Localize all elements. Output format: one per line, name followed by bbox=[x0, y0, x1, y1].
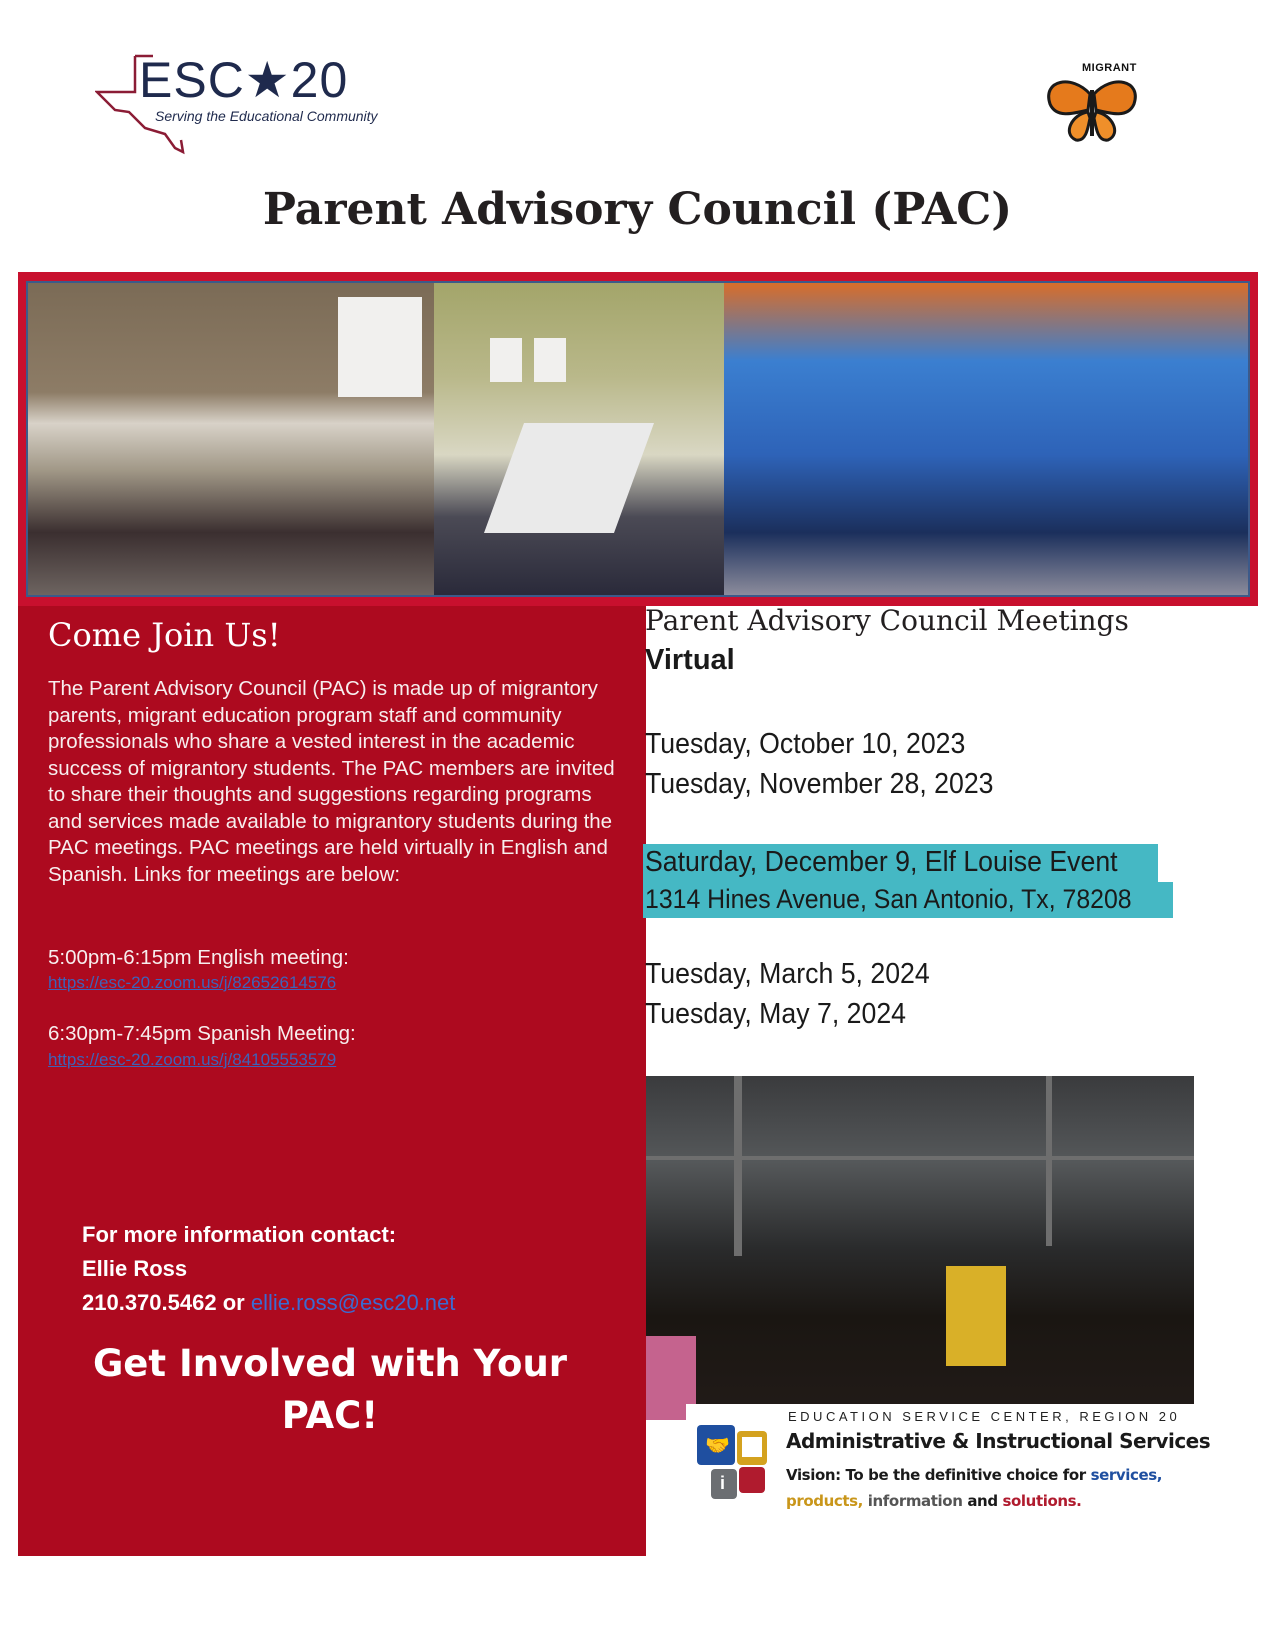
meetings-heading: Parent Advisory Council Meetings bbox=[645, 604, 1129, 637]
vision-prefix: Vision: To be the definitive choice for bbox=[786, 1466, 1086, 1484]
english-meeting-link[interactable]: https://esc-20.zoom.us/j/82652614576 bbox=[48, 973, 337, 992]
contact-label: For more information contact: bbox=[82, 1222, 397, 1247]
meeting-mode-label: Virtual bbox=[645, 644, 735, 676]
page-title: Parent Advisory Council (PAC) bbox=[262, 184, 1013, 235]
meeting-date: Tuesday, May 7, 2024 bbox=[645, 998, 907, 1030]
photo-elf-louise-group bbox=[646, 1076, 1194, 1420]
pillar bbox=[734, 1076, 742, 1256]
ais-icon-cluster bbox=[697, 1425, 769, 1501]
meeting-date: Tuesday, October 10, 2023 bbox=[645, 728, 966, 760]
cta-line-1: Get Involved with Your bbox=[92, 1342, 568, 1385]
contact-line bbox=[82, 1286, 455, 1320]
butterfly-icon bbox=[1042, 74, 1142, 154]
meeting-date: Tuesday, March 5, 2024 bbox=[645, 958, 930, 990]
vision-and: and bbox=[967, 1492, 998, 1510]
event-date: Saturday, December 9, Elf Louise Event bbox=[645, 846, 1118, 878]
esc20-tagline: Serving the Educational Community bbox=[155, 108, 378, 124]
photo-parents-at-tables bbox=[434, 283, 724, 595]
spanish-meeting-time: 6:30pm-7:45pm Spanish Meeting: bbox=[48, 1022, 356, 1045]
poster bbox=[490, 338, 522, 382]
projector-screen bbox=[338, 297, 422, 397]
photo-group-meeting-room bbox=[28, 283, 434, 595]
come-join-heading: Come Join Us! bbox=[48, 616, 281, 654]
beam bbox=[646, 1156, 1194, 1160]
footer-org-name: EDUCATION SERVICE CENTER, REGION 20 bbox=[788, 1409, 1181, 1424]
intro-paragraph: The Parent Advisory Council (PAC) is made up of migrantory parents, migrant education program staff and community professionals who share a vested interest in the academic success of migrantory students. The PAC members are invited to share their thoughts and suggestions regarding programs and services made available to migrantory students during the PAC meetings. PAC meetings are held virtually in English and Spanish. Links for meetings are below: bbox=[48, 677, 615, 886]
footer-department: Administrative & Instructional Services bbox=[786, 1429, 1211, 1453]
vision-information: information bbox=[867, 1492, 963, 1510]
yellow-shirt bbox=[946, 1266, 1006, 1366]
spanish-meeting-link[interactable]: https://esc-20.zoom.us/j/84105553579 bbox=[48, 1050, 337, 1069]
contact-info bbox=[82, 1218, 455, 1320]
photo-flower-backdrop-group bbox=[724, 283, 1250, 595]
info-icon: i bbox=[711, 1469, 737, 1499]
footer-vision-statement bbox=[786, 1462, 1186, 1514]
meeting-date: Tuesday, November 28, 2023 bbox=[645, 768, 994, 800]
cta-line-2: PAC! bbox=[281, 1394, 379, 1437]
contact-name: Ellie Ross bbox=[82, 1256, 188, 1281]
contact-phone: 210.370.5462 bbox=[82, 1290, 217, 1315]
vision-products: products, bbox=[786, 1492, 863, 1510]
pillar bbox=[1046, 1076, 1052, 1246]
english-meeting-time: 5:00pm-6:15pm English meeting: bbox=[48, 946, 349, 969]
poster bbox=[534, 338, 566, 382]
call-to-action bbox=[40, 1338, 620, 1442]
tools-icon bbox=[739, 1467, 765, 1493]
contact-email-link[interactable]: ellie.ross@esc20.net bbox=[250, 1290, 456, 1315]
migrant-wordmark: MIGRANT bbox=[1082, 62, 1137, 74]
vision-services: services, bbox=[1090, 1466, 1163, 1484]
esc20-logo bbox=[95, 52, 395, 157]
book-icon bbox=[737, 1431, 767, 1465]
migrant-program-logo bbox=[1062, 60, 1162, 150]
event-address: 1314 Hines Avenue, San Antonio, Tx, 78208 bbox=[645, 884, 1132, 914]
photo-strip bbox=[26, 281, 1250, 597]
table bbox=[484, 423, 654, 533]
handshake-icon: 🤝 bbox=[697, 1425, 735, 1465]
vision-solutions: solutions. bbox=[1002, 1492, 1082, 1510]
esc20-wordmark: ESC★20 bbox=[139, 52, 349, 108]
contact-or: or bbox=[222, 1290, 245, 1315]
